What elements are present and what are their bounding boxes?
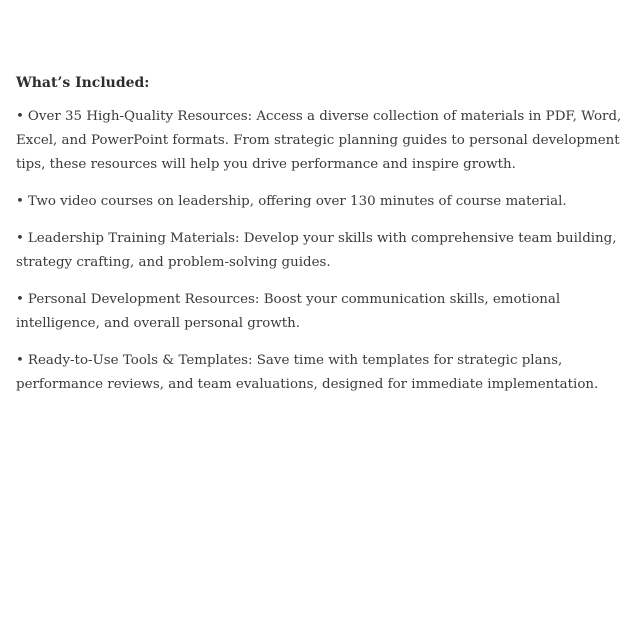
list-item-video-courses bbox=[16, 190, 628, 214]
bullet-icon: • bbox=[16, 231, 24, 246]
list-item-text: Ready-to-Use Tools & Templates: Save time with templates for strategic plans, performance reviews, and team evaluations, designed for immediate implementation. bbox=[16, 353, 599, 392]
list-item-text: Personal Development Resources: Boost your communication skills, emotional intelligence, and overall personal growth. bbox=[16, 292, 561, 331]
list-item-text: Two video courses on leadership, offering over 130 minutes of course material. bbox=[27, 194, 567, 209]
list-item-text: Over 35 High-Quality Resources: Access a diverse collection of materials in PDF, Word, Excel, and PowerPoint formats. From strategic planning guides to personal development tips, these resources will help you drive performance and inspire growth. bbox=[16, 109, 622, 172]
list-item-resources bbox=[16, 105, 628, 177]
list-item-personal-development bbox=[16, 288, 628, 336]
bullet-icon: • bbox=[16, 194, 24, 209]
whats-included-section bbox=[16, 71, 628, 410]
bullet-icon: • bbox=[16, 109, 24, 124]
list-item-text: Leadership Training Materials: Develop your skills with comprehensive team building, strategy crafting, and problem-solving guides. bbox=[16, 231, 617, 270]
bullet-icon: • bbox=[16, 353, 24, 368]
list-item-tools-templates bbox=[16, 349, 628, 397]
bullet-icon: • bbox=[16, 292, 24, 307]
section-heading: What’s Included: bbox=[16, 75, 150, 91]
list-item-leadership-training bbox=[16, 227, 628, 275]
